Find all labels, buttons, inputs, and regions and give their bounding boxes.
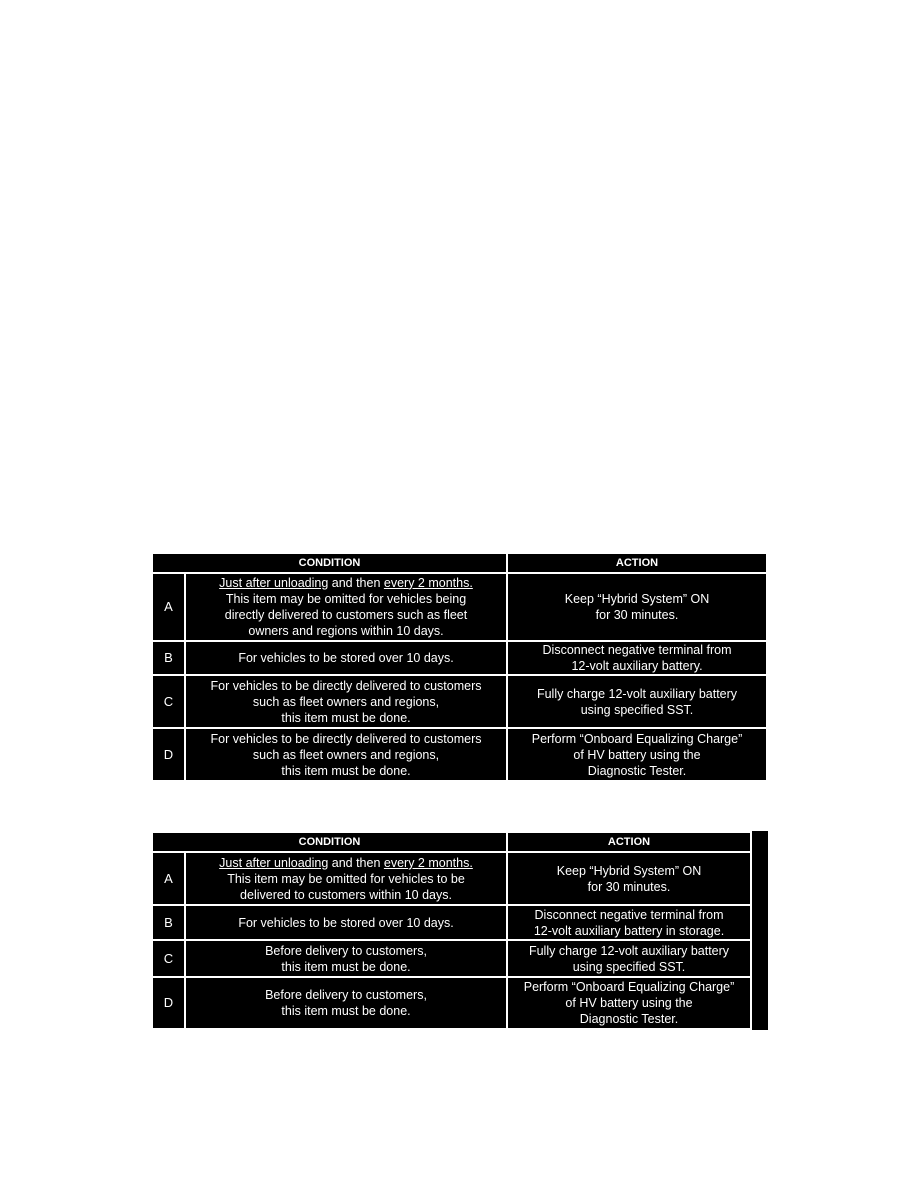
condition-first-line <box>188 575 504 591</box>
action-line: Disconnect negative terminal from <box>534 907 724 922</box>
table-row-b <box>152 641 767 676</box>
row-code: A <box>152 852 185 905</box>
action-line: using specified SST. <box>572 959 686 974</box>
action-line: Perform “Onboard Equalizing Charge” <box>523 979 735 994</box>
condition-header: CONDITION <box>152 553 507 573</box>
underlined-text: every 2 months. <box>383 855 473 870</box>
action-cell <box>507 675 767 728</box>
condition-line: Before delivery to customers, <box>265 943 427 958</box>
condition-line: delivered to customers within 10 days. <box>240 887 452 902</box>
table-row-a <box>152 573 767 640</box>
condition-line: This item may be omitted for vehicles to be <box>227 871 465 886</box>
action-line: using specified SST. <box>580 702 694 717</box>
condition-text: and then <box>328 575 384 590</box>
condition-line: Before delivery to customers, <box>265 987 427 1002</box>
action-line: Keep “Hybrid System” ON <box>556 863 702 878</box>
action-cell <box>507 728 767 781</box>
condition-cell <box>185 641 507 676</box>
condition-line: For vehicles to be directly delivered to customers <box>210 678 482 693</box>
condition-action-table-2 <box>151 831 768 1030</box>
condition-line: For vehicles to be directly delivered to customers <box>210 731 482 746</box>
condition-cell <box>185 573 507 640</box>
condition-action-table-1 <box>151 552 768 782</box>
condition-line: this item must be done. <box>281 710 411 725</box>
underlined-text: Just after unloading <box>219 855 329 870</box>
row-code: C <box>152 675 185 728</box>
table-row-c <box>152 675 767 728</box>
action-line: Fully charge 12-volt auxiliary battery <box>536 686 738 701</box>
table-row-a <box>152 852 751 905</box>
table-grid <box>151 831 752 1030</box>
table-row-b <box>152 905 751 940</box>
condition-line: this item must be done. <box>281 763 411 778</box>
condition-line: this item must be done. <box>281 959 411 974</box>
table-header-row <box>152 553 767 573</box>
condition-line: For vehicles to be stored over 10 days. <box>238 650 454 665</box>
condition-line: For vehicles to be stored over 10 days. <box>238 915 454 930</box>
condition-header: CONDITION <box>152 832 507 852</box>
action-line: 12-volt auxiliary battery in storage. <box>533 923 725 938</box>
action-line: Keep “Hybrid System” ON <box>564 591 710 606</box>
action-header: ACTION <box>507 553 767 573</box>
condition-line: such as fleet owners and regions, <box>252 747 440 762</box>
row-code: A <box>152 573 185 640</box>
action-line: Diagnostic Tester. <box>579 1011 679 1026</box>
condition-text: and then <box>328 855 384 870</box>
table-header-row <box>152 832 751 852</box>
condition-line: this item must be done. <box>281 1003 411 1018</box>
table-grid <box>151 552 768 782</box>
condition-cell <box>185 852 507 905</box>
row-code: D <box>152 977 185 1029</box>
underlined-text: Just after unloading <box>219 575 329 590</box>
condition-cell <box>185 728 507 781</box>
action-line: for 30 minutes. <box>595 607 679 622</box>
condition-line: This item may be omitted for vehicles being <box>225 591 467 606</box>
row-code: C <box>152 940 185 977</box>
table-row-d <box>152 977 751 1029</box>
action-cell <box>507 940 751 977</box>
condition-cell <box>185 905 507 940</box>
condition-line: directly delivered to customers such as fleet <box>224 607 468 622</box>
action-line: of HV battery using the <box>573 747 701 762</box>
action-header: ACTION <box>507 832 751 852</box>
condition-first-line <box>188 855 504 871</box>
action-line: 12-volt auxiliary battery. <box>571 658 703 673</box>
condition-line: owners and regions within 10 days. <box>248 623 444 638</box>
row-code: B <box>152 641 185 676</box>
action-line: for 30 minutes. <box>587 879 671 894</box>
condition-line: such as fleet owners and regions, <box>252 694 440 709</box>
condition-cell <box>185 675 507 728</box>
action-cell <box>507 905 751 940</box>
table-row-d <box>152 728 767 781</box>
condition-cell <box>185 940 507 977</box>
action-line: of HV battery using the <box>565 995 693 1010</box>
row-code: D <box>152 728 185 781</box>
row-code: B <box>152 905 185 940</box>
table-row-c <box>152 940 751 977</box>
action-cell <box>507 852 751 905</box>
condition-cell <box>185 977 507 1029</box>
action-line: Perform “Onboard Equalizing Charge” <box>531 731 743 746</box>
action-cell <box>507 977 751 1029</box>
action-cell <box>507 573 767 640</box>
underlined-text: every 2 months. <box>383 575 473 590</box>
action-line: Fully charge 12-volt auxiliary battery <box>528 943 730 958</box>
action-line: Diagnostic Tester. <box>587 763 687 778</box>
action-line: Disconnect negative terminal from <box>542 642 732 657</box>
action-cell <box>507 641 767 676</box>
